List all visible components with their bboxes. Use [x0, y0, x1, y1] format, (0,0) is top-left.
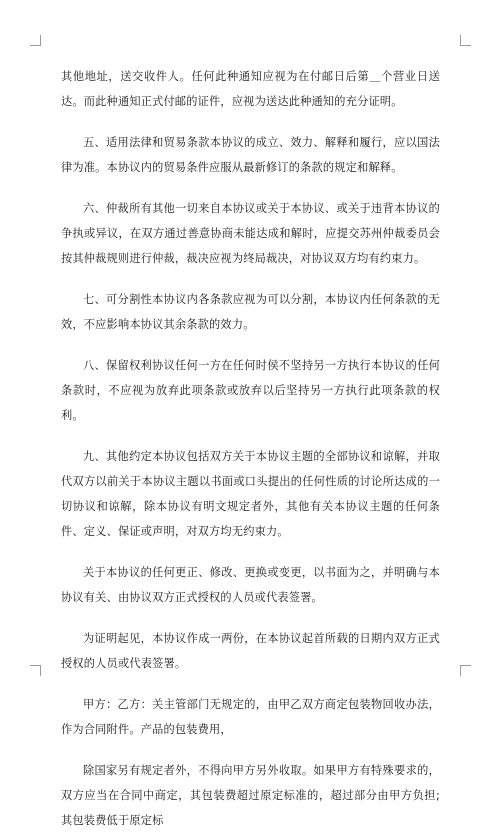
paragraph-arbitration: 六、仲裁所有其他一切来自本协议或关于本协议、或关于违背本协议的争执或异议，在双方通过善意协商未能达成和解时，应提交苏州仲裁委员会按其仲裁规则进行仲裁，裁决应视为终局裁决，对协议双方均有约束力。: [61, 202, 440, 265]
crop-mark-top-right: [460, 35, 471, 46]
paragraph-amendments: 关于本协议的任何更正、修改、更换或变更，以书面为之，并明确与本协议有关、由协议双方正式授权的人员或代表签署。: [61, 566, 440, 604]
crop-mark-bottom-left: [30, 665, 41, 676]
paragraph-reservation-of-rights: 八、保留权利协议任何一方在任何时侯不坚持另一方执行本协议的任何条款时，不应视为放弃此项条款或放弃以后坚持另一方执行此项条款的权利。: [61, 359, 440, 422]
paragraph-packaging-fees: 除国家另有规定者外，不得向甲方另外收取。如果甲方有特殊要求的，双方应当在合同中商定，其包装费超过原定标准的，超过部分由甲方负担;其包装费低于原定标: [61, 764, 440, 827]
paragraph-governing-law: 五、适用法律和贸易条款本协议的成立、效力、解释和履行，应以国法律为准。本协议内的贸易条件应服从最新修订的条款的规定和解释。: [61, 136, 440, 174]
paragraph-severability: 七、可分割性本协议内各条款应视为可以分割，本协议内任何条款的无效，不应影响本协议其余条款的效力。: [61, 293, 440, 331]
paragraph-notice-delivery: 其他地址，送交收件人。任何此种通知应视为在付邮日后第＿个营业日送达。而此种通知正式付邮的证件，应视为送达此种通知的充分证明。: [61, 70, 440, 108]
paragraph-parties-packaging: 甲方：乙方：关主管部门无规定的，由甲乙双方商定包装物回收办法，作为合同附件。产品的包装费用，: [61, 698, 440, 736]
document-body: [61, 64, 440, 833]
paragraph-other-agreements: 九、其他约定本协议包括双方关于本协议主题的全部协议和谅解，并取代双方以前关于本协议主题以书面或口头提出的任何性质的讨论所达成的一切协议和谅解，除本协议有明文规定者外，其他有关本协议主题的任何条件、定义、保证或声明，对双方均无约束力。: [61, 450, 440, 538]
crop-mark-bottom-right: [460, 665, 471, 676]
crop-mark-top-left: [30, 35, 41, 46]
paragraph-witness: 为证明起见，本协议作成一两份，在本协议起首所载的日期内双方正式授权的人员或代表签署。: [61, 632, 440, 670]
